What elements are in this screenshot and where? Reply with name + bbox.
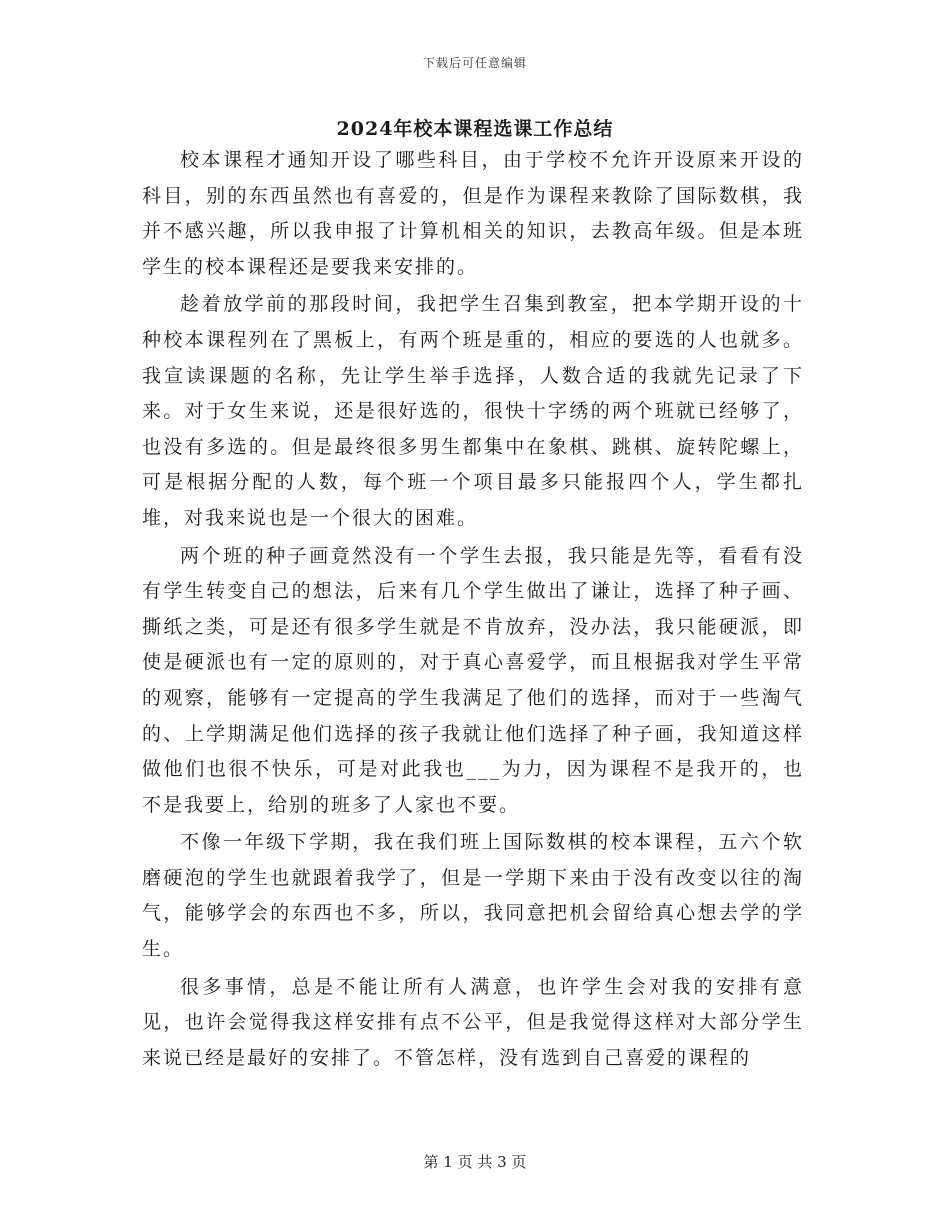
paragraph-3: 两个班的种子画竟然没有一个学生去报，我只能是先等，看看有没有学生转变自己的想法，后来有几个学生做出了谦让，选择了种子画、撕纸之类，可是还有很多学生就是不肯放弃，没办法，我只能硬派，即使是硬派也有一定的原则的，对于真心喜爱学，而且根据我对学生平常的观察，能够有一定提高的学生我满足了他们的选择，而对于一些淘气的、上学期满足他们选择的孩子我就让他们选择了种子画，我知道这样做他们也很不快乐，可是对此我也___为力，因为课程不是我开的，也不是我要上，给别的班多了人家也不要。 xyxy=(142,544,804,816)
page-number: 第 1 页 共 3 页 xyxy=(423,1153,527,1171)
paragraph-5: 很多事情，总是不能让所有人满意，也许学生会对我的安排有意见，也许会觉得我这样安排有点不公平，但是我觉得这样对大部分学生来说已经是最好的安排了。不管怎样，没有选到自己喜爱的课程的 xyxy=(142,975,804,1069)
paragraph-4: 不像一年级下学期，我在我们班上国际数棋的校本课程，五六个软磨硬泡的学生也就跟着我学了，但是一学期下来由于没有改变以往的淘气，能够学会的东西也不多，所以，我同意把机会留给真心想去学的学生。 xyxy=(142,831,804,961)
document-title: 2024年校本课程选课工作总结 xyxy=(336,118,614,140)
paragraph-2: 趁着放学前的那段时间，我把学生召集到教室，把本学期开设的十种校本课程列在了黑板上，有两个班是重的，相应的要选的人也就多。我宣读课题的名称，先让学生举手选择，人数合适的我就先记录了下来。对于女生来说，还是很好选的，很快十字绣的两个班就已经够了，也没有多选的。但是最终很多男生都集中在象棋、跳棋、旋转陀螺上，可是根据分配的人数，每个班一个项目最多只能报四个人，学生都扎堆，对我来说也是一个很大的困难。 xyxy=(142,293,804,529)
page-header-note: 下载后可任意编辑 xyxy=(422,56,527,70)
document-body xyxy=(142,143,804,1078)
paragraph-1: 校本课程才通知开设了哪些科目，由于学校不允许开设原来开设的科目，别的东西虽然也有喜爱的，但是作为课程来教除了国际数棋，我并不感兴趣，所以我申报了计算机相关的知识，去教高年级。但是本班学生的校本课程还是要我来安排的。 xyxy=(142,149,804,278)
